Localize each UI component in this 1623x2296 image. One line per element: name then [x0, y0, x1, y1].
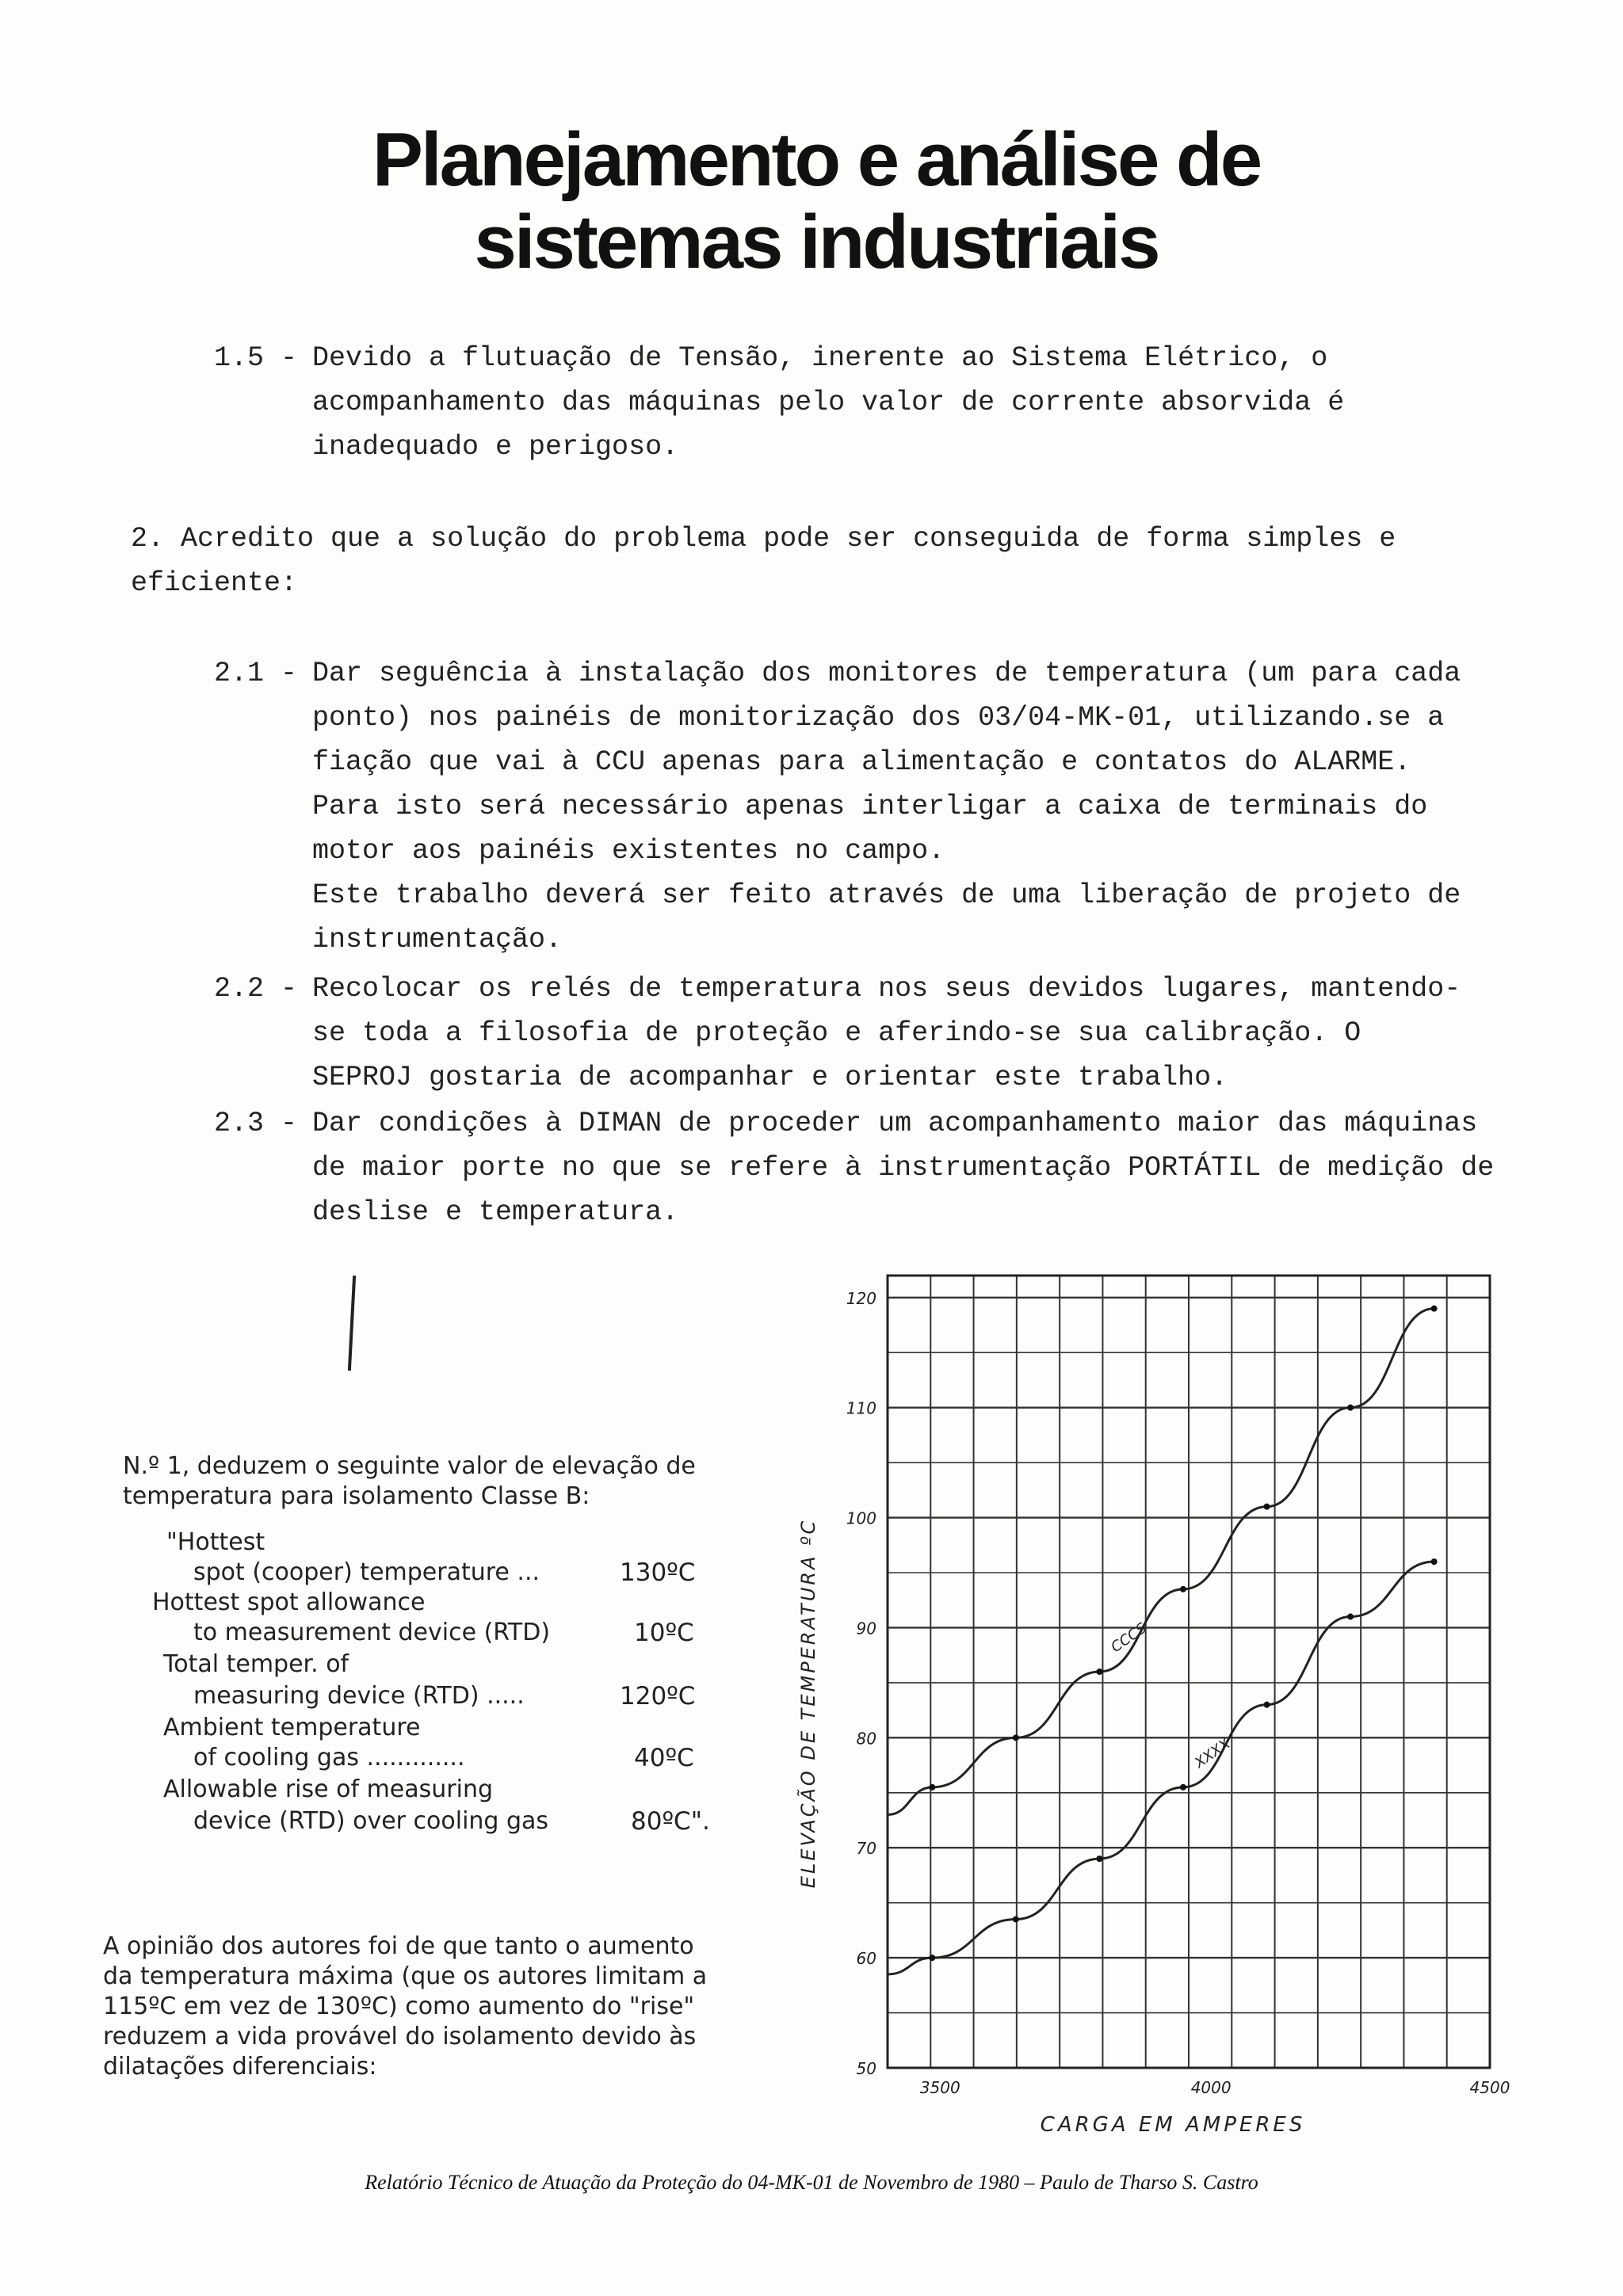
y-axis-label: ELEVAÇÃO DE TEMPERATURA ºC: [797, 1518, 819, 1889]
spec-value: 10ºC: [634, 1619, 694, 1647]
item-2-1-paragraph-2: Este trabalho deverá ser feito através de uma liberação de projeto de instrumentação.: [312, 879, 1461, 955]
spec-label: "Hottest: [166, 1528, 265, 1556]
spec-label: device (RTD) over cooling gas: [193, 1807, 549, 1835]
data-point: [1096, 1855, 1102, 1862]
y-tick-label: 80: [856, 1729, 876, 1749]
item-number: 1.5 -: [214, 342, 298, 374]
spec-value: 80ºC".: [631, 1807, 710, 1836]
spec-value: 40ºC: [634, 1744, 694, 1772]
data-point: [1013, 1917, 1019, 1923]
item-text: Devido a flutuação de Tensão, inerente ao Sistema Elétrico, o acompanhamento das máquinas pelo valor de corrente absorvida é inadequado e perigoso.: [312, 342, 1345, 463]
data-point: [1180, 1784, 1186, 1791]
spec-label: to measurement device (RTD): [193, 1619, 551, 1646]
spec-label: Ambient temperature: [163, 1714, 421, 1741]
data-point: [1431, 1558, 1438, 1565]
data-point: [1347, 1614, 1354, 1620]
data-point: [1180, 1586, 1186, 1592]
y-tick-label: 90: [856, 1619, 876, 1638]
item-number: 2.3 -: [214, 1108, 298, 1139]
scan-lead-text: N.º 1, deduzem o seguinte valor de elevação de temperatura para isolamento Classe B:: [123, 1452, 696, 1510]
data-point: [1264, 1702, 1270, 1708]
page-footer: Relatório Técnico de Atuação da Proteção do 04-MK-01 de Novembro de 1980 – Paulo de Tharso S. Castro: [365, 2171, 1258, 2194]
item-number: 2.1 -: [214, 658, 298, 689]
y-tick-label: 110: [846, 1398, 876, 1418]
spec-label: of cooling gas .............: [193, 1744, 465, 1772]
spec-label: measuring device (RTD) .....: [193, 1682, 525, 1710]
x-tick-label: 4500: [1469, 2078, 1510, 2097]
y-tick-label: 60: [856, 1949, 876, 1969]
spec-label: Hottest spot allowance: [152, 1589, 426, 1616]
data-point: [1347, 1405, 1354, 1411]
series-label: CCCS: [1108, 1619, 1150, 1657]
data-point: [1013, 1734, 1019, 1741]
x-axis-label: CARGA EM AMPERES: [1040, 2113, 1306, 2137]
opinion-paragraph: A opinião dos autores foi de que tanto o aumento da temperatura máxima (que os autores limitam a 115ºC em vez de 130ºC) como aumento do "rise" reduzem a vida provável do isolamento devido às dilatações diferenciais:: [103, 1932, 708, 2081]
item-1-5: [214, 336, 1482, 471]
x-tick-label: 3500: [919, 2078, 960, 2097]
scan-excerpt-lead: [123, 1451, 725, 1512]
y-tick-label: 50: [856, 2059, 876, 2078]
page-title: [301, 119, 1331, 284]
series-line: [888, 1309, 1434, 1815]
chart-svg: [777, 1260, 1537, 2147]
temperature-rise-chart: [777, 1260, 1537, 2147]
spec-label: Total temper. of: [163, 1650, 349, 1678]
item-2-text: 2. Acredito que a solução do problema pode ser conseguida de forma simples e eficiente:: [131, 523, 1396, 599]
item-2-1-paragraph-1: Dar seguência à instalação dos monitores de temperatura (um para cada ponto) nos painéis de monitorização dos 03/04-MK-01, utilizando.se a fiação que vai à CCU apenas para alimentação e contatos do ALARME. Para isto será necessário apenas interligar a caixa de terminais do motor aos painéis existentes no campo.: [312, 658, 1461, 867]
series-label: XXXX: [1191, 1735, 1234, 1772]
item-number: 2.2 -: [214, 973, 298, 1005]
item-2-1: [214, 651, 1482, 968]
data-point: [1096, 1669, 1102, 1675]
y-tick-label: 120: [846, 1288, 876, 1308]
item-2-2: [214, 967, 1482, 1101]
data-point: [1431, 1306, 1438, 1312]
item-text: Recolocar os relés de temperatura nos seus devidos lugares, mantendo-se toda a filosofia de proteção e aferindo-se sua calibração. O SEPROJ gostaria de acompanhar e orientar este trabalho.: [312, 973, 1461, 1093]
x-tick-label: 4000: [1190, 2078, 1232, 2097]
title-line-1: Planejamento e análise de: [372, 117, 1261, 202]
scan-mark: [348, 1276, 356, 1371]
data-point: [1264, 1504, 1270, 1510]
item-2: [131, 517, 1462, 605]
item-text: Dar condições à DIMAN de proceder um acompanhamento maior das máquinas de maior porte no que se refere à instrumentação PORTÁTIL de medição de deslise e temperatura.: [312, 1108, 1495, 1228]
y-tick-label: 100: [846, 1508, 876, 1528]
item-2-3: [214, 1101, 1495, 1236]
item-text: [312, 651, 1477, 962]
data-point: [929, 1955, 935, 1961]
y-tick-label: 70: [856, 1839, 876, 1859]
data-point: [929, 1784, 935, 1791]
spec-label: Allowable rise of measuring: [163, 1775, 494, 1803]
spec-value: 120ºC: [620, 1682, 696, 1711]
spec-value: 130ºC: [620, 1558, 696, 1587]
spec-label: spot (cooper) temperature ...: [193, 1558, 540, 1586]
title-line-2: sistemas industriais: [474, 200, 1159, 284]
